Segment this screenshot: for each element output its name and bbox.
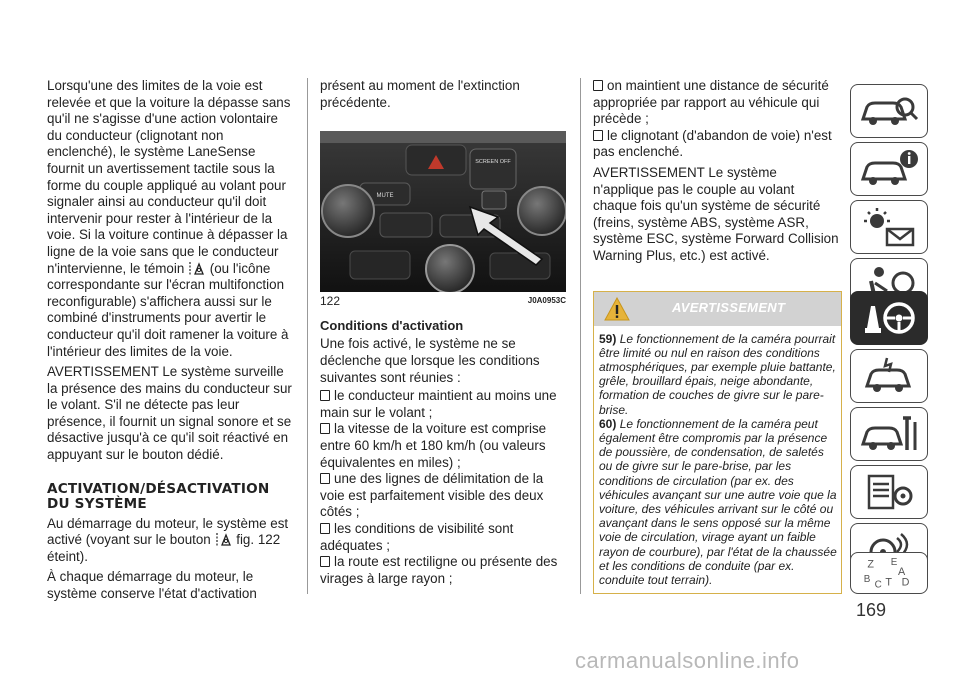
warning-box — [593, 291, 842, 595]
system-warning-paragraph: AVERTISSEMENT Le système n'applique pas le couple au volant chaque fois qu'un système de sécurité (freins, système ABS, système ASR, système ESC, système Forward Collision Warning Plus, etc.) est activé. — [593, 164, 839, 263]
svg-text:Z: Z — [867, 558, 874, 571]
lanesense-paragraph: Lorsqu'une des limites de la voie est relevée et que la voiture la dépasse sans qu'il ne s'agisse d'une action volontaire du conducteur (clignotant non enclenché), le système LaneSense fournit un avertissement tactile sous la forme du couple appliqué au volant pour signaler ainsi au conducteur qu'il doit intervenir pour rester à l'intérieur de la voie. Si la voiture continue à dépasser la ligne de la voie sans que le conducteur n'intervienne, le témoin (ou l'icône correspondante sur l'écran multifonction reconfigurable) s'affichera aussi sur le combiné d'instruments pour avertir le conducteur qu'il doit ramener la voiture à l'intérieur des limites de la voie. — [47, 78, 291, 359]
figure-122 — [320, 131, 566, 310]
checkbox-bullet-icon — [320, 473, 330, 484]
watermark: carmanualsonline.info — [575, 648, 800, 673]
car-tools-icon — [857, 412, 921, 456]
tab-car-search[interactable] — [850, 84, 928, 138]
continuation-paragraph: présent au moment de l'extinction précédente. — [320, 78, 520, 110]
checkbox-bullet-icon — [593, 80, 603, 91]
list-item: on maintient une distance de sécurité appropriée par rapport au véhicule qui précède ; — [593, 78, 829, 127]
svg-text:D: D — [901, 576, 910, 589]
list-item: une des lignes de délimitation de la voie est parfaitement visible des deux côtés ; — [320, 471, 544, 520]
warning-triangle-icon — [604, 297, 630, 321]
section-heading: ACTIVATION/DÉSACTIVATION DU SYSTÈME — [47, 480, 270, 512]
checkbox-bullet-icon — [320, 390, 330, 401]
figure-code: J0A0953C — [527, 296, 566, 306]
warning-note-60: 60) Le fonctionnement de la caméra peut également être compromis par la présence de poussière, de condensation, de saletés ou de givre sur le pare-brise, par les conditions de circulation (par ex. des véhicules avançant sur une autre voie que la voiture, des véhicules arrivant sur le côté ou avançant dans le sens opposé sur la même voie de circulation, virage ayant un faible rayon de courbure), par l'état de la chaussée et les conditions de conduite (par ex. conduite tout terrain). — [599, 416, 837, 587]
tab-maintenance-list[interactable] — [850, 465, 928, 519]
checkbox-bullet-icon — [320, 556, 330, 567]
maintenance-list-icon — [857, 470, 921, 514]
tab-car-info[interactable] — [850, 142, 928, 196]
car-info-icon — [857, 147, 921, 191]
warning-body — [594, 326, 841, 594]
svg-text:A: A — [898, 565, 906, 578]
checkbox-bullet-icon — [320, 523, 330, 534]
svg-text:B: B — [863, 574, 871, 585]
checkbox-bullet-icon — [593, 130, 603, 141]
list-item: la route est rectiligne ou présente des virages à large rayon ; — [320, 554, 558, 586]
column-divider — [580, 78, 581, 594]
text-column-3 — [593, 78, 840, 594]
warning-note-59: 59) Le fonctionnement de la caméra pourrait être limité ou nul en raison des conditions atmosphériques, par exemple pluie battante, grêle, brouillard épais, neige abondante, formation de couches de givre sur le pare-brise. — [599, 331, 836, 417]
tab-warning-lights[interactable] — [850, 200, 928, 254]
checkbox-bullet-icon — [320, 423, 330, 434]
lanesense-warning-icon — [188, 261, 206, 276]
tab-index[interactable] — [850, 552, 928, 594]
tab-car-crash[interactable] — [850, 349, 928, 403]
driving-controls-icon — [857, 296, 921, 340]
dashboard-photo — [320, 131, 566, 292]
conditions-subheading: Conditions d'activation — [320, 317, 464, 333]
text-column-2 — [320, 78, 566, 587]
dashboard-illustration — [320, 131, 566, 292]
svg-text:T: T — [885, 576, 892, 589]
hands-off-warning-paragraph: AVERTISSEMENT Le système surveille la présence des mains du conducteur sur le volant. S'il ne détecte pas leur présence, il fournit un signal sonore et se désactive jusqu'à ce qu'il soit réactivé en appuyant sur le bouton dédié. — [47, 364, 292, 463]
list-item: le conducteur maintient au moins une main sur le volant ; — [320, 388, 557, 420]
car-search-icon — [857, 89, 921, 133]
tab-car-tools[interactable] — [850, 407, 928, 461]
list-item: la vitesse de la voiture est comprise entre 60 km/h et 180 km/h (ou valeurs équivalentes en miles) ; — [320, 421, 547, 470]
figure-number: 122 — [320, 294, 341, 309]
svg-text:SCREEN OFF: SCREEN OFF — [475, 159, 511, 166]
activation-paragraph: Au démarrage du moteur, le système est activé (voyant sur le bouton fig. 122 éteint). — [47, 515, 289, 564]
warning-header — [594, 292, 841, 326]
figure-caption — [320, 293, 566, 310]
svg-text:E: E — [890, 556, 898, 568]
car-crash-icon — [857, 354, 921, 398]
warning-lights-icon — [857, 205, 921, 249]
tab-driving-controls[interactable] — [850, 291, 928, 345]
svg-text:C: C — [874, 579, 882, 591]
page-number: 169 — [856, 600, 887, 620]
restart-paragraph: À chaque démarrage du moteur, le système conserve l'état d'activation — [47, 569, 257, 602]
list-item: les conditions de visibilité sont adéquates ; — [320, 520, 514, 553]
column-divider — [307, 78, 308, 594]
list-item: le clignotant (d'abandon de voie) n'est pas enclenché. — [593, 127, 832, 160]
svg-text:MUTE: MUTE — [376, 193, 394, 200]
text-column-1 — [47, 78, 293, 607]
warning-title: AVERTISSEMENT — [672, 300, 786, 316]
conditions-list — [320, 388, 566, 587]
index-letters-icon — [857, 555, 921, 591]
conditions-intro: Une fois activé, le système ne se déclenche que lorsque les conditions suivantes sont réunies : — [320, 336, 540, 385]
lanesense-button-icon — [215, 532, 233, 547]
